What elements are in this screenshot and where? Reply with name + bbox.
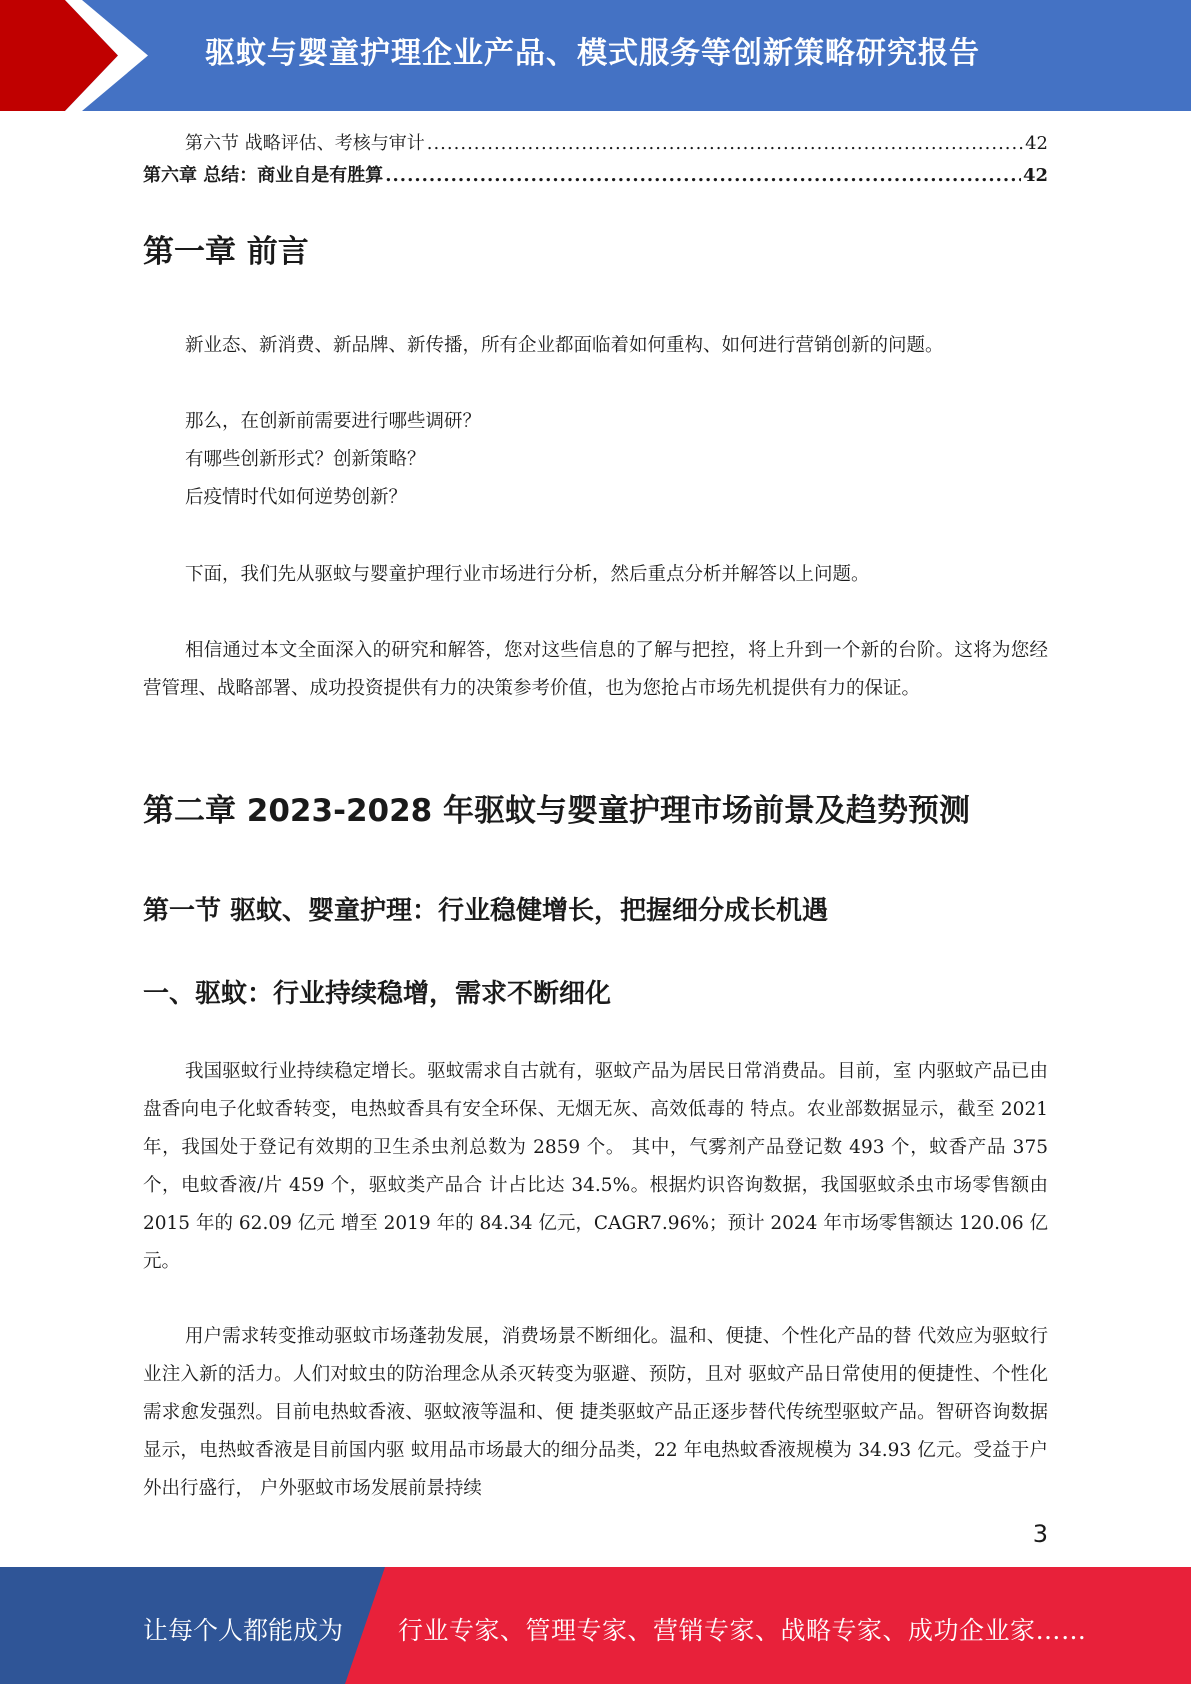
section-1-heading: 第一节 驱蚊、婴童护理：行业稳健增长，把握细分成长机遇	[143, 896, 829, 926]
chapter-2-paragraph: 用户需求转变推动驱蚊市场蓬勃发展，消费场景不断细化。温和、便捷、个性化产品的替 代效应为驱蚊行业注入新的活力。人们对蚊虫的防治理念从杀灭转变为驱避、预防，且对 驱蚊产品日常使用的便捷性、个性化需求愈发强烈。目前电热蚊香液、驱蚊液等温和、便 捷类驱蚊产品正逐步替代传统型驱蚊产品。智研咨询数据显示，电热蚊香液是目前国内驱 蚊用品市场最大的细分品类，22 年电热蚊香液规模为 34.93 亿元。受益于户外出行盛行， 户外驱蚊市场发展前景持续	[143, 1326, 1048, 1499]
toc-entry-label: 第六节 战略评估、考核与审计	[185, 133, 425, 154]
toc-entry-page: 42	[1022, 165, 1048, 186]
toc-entry[interactable]	[143, 128, 1048, 160]
footer-slogan-lead: 让每个人都能成为	[143, 1616, 344, 1645]
question-item: 那么，在创新前需要进行哪些调研？	[185, 411, 482, 432]
page-number: 3	[1032, 1520, 1048, 1548]
question-item: 后疫情时代如何逆势创新？	[185, 487, 408, 508]
toc-leader	[385, 160, 1021, 192]
chapter-1-paragraph: 相信通过本文全面深入的研究和解答，您对这些信息的了解与把控，将上升到一个新的台阶。这将为您经营管理、战略部署、成功投资提供有力的决策参考价值，也为您抢占市场先机提供有力的保证。	[143, 640, 1048, 699]
chapter-1-heading: 第一章 前言	[143, 234, 309, 270]
document-body	[143, 128, 1048, 1499]
report-title: 驱蚊与婴童护理企业产品、模式服务等创新策略研究报告	[205, 36, 980, 71]
toc-entry-page: 42	[1025, 133, 1048, 154]
question-list	[143, 403, 1048, 517]
page-header	[0, 0, 1191, 111]
chevron-decoration-icon	[0, 0, 160, 111]
chapter-2-heading: 第二章 2023-2028 年驱蚊与婴童护理市场前景及趋势预测	[143, 793, 971, 829]
page-footer	[0, 1567, 1191, 1684]
toc-entry[interactable]	[143, 160, 1048, 192]
question-item: 有哪些创新形式？创新策略？	[185, 449, 426, 470]
footer-slogan-roles: 行业专家、管理专家、营销专家、战略专家、成功企业家……	[398, 1616, 1087, 1645]
toc-entry-label: 第六章 总结：商业自是有胜算	[143, 165, 384, 186]
chapter-2-paragraph: 我国驱蚊行业持续稳定增长。驱蚊需求自古就有，驱蚊产品为居民日常消费品。目前，室 内驱蚊产品已由盘香向电子化蚊香转变，电热蚊香具有安全环保、无烟无灰、高效低毒的 特点。农业部数据显示，截至 2021 年，我国处于登记有效期的卫生杀虫剂总数为 2859 个。 其中，气雾剂产品登记数 493 个，蚊香产品 375 个，电蚊香液/片 459 个，驱蚊类产品合 计占比达 34.5%。根据灼识咨询数据，我国驱蚊杀虫市场零售额由 2015 年的 62.09 亿元 增至 2019 年的 84.34 亿元，CAGR7.96%；预计 2024 年市场零售额达 120.06 亿元。	[143, 1061, 1048, 1272]
chapter-1-paragraph: 下面，我们先从驱蚊与婴童护理行业市场进行分析，然后重点分析并解答以上问题。	[185, 564, 870, 585]
chapter-1-paragraph: 新业态、新消费、新品牌、新传播，所有企业都面临着如何重构、如何进行营销创新的问题。	[185, 335, 944, 356]
toc-leader	[427, 128, 1023, 160]
subsection-1-heading: 一、驱蚊：行业持续稳增，需求不断细化	[143, 979, 612, 1009]
